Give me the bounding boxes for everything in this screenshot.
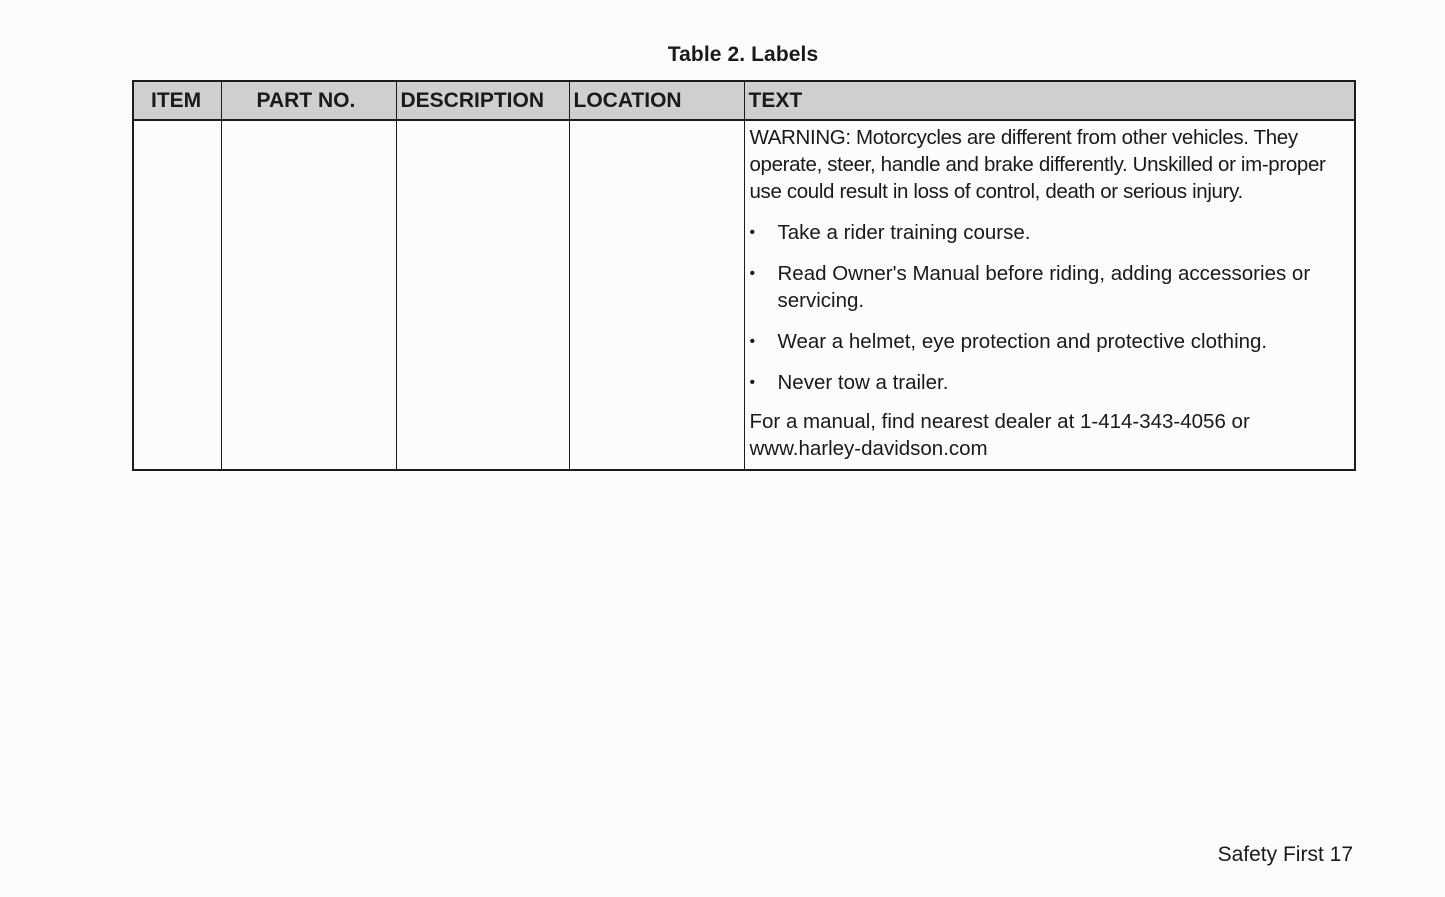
header-description: DESCRIPTION	[396, 81, 569, 120]
cell-text	[744, 120, 1355, 470]
dealer-contact-note: For a manual, find nearest dealer at 1-414-343-4056 or www.harley-davidson.com	[749, 410, 1250, 460]
header-item: ITEM	[133, 81, 221, 120]
bullet-icon: •	[749, 265, 756, 282]
bullet-text: Wear a helmet, eye protection and protective clothing.	[777, 330, 1268, 353]
bullet-text: Never tow a trailer.	[777, 371, 949, 394]
bullet-text: Read Owner's Manual before riding, adding accessories or servicing.	[777, 262, 1311, 312]
table-header-row	[133, 81, 1355, 120]
cell-description	[396, 120, 569, 470]
cell-item	[133, 120, 221, 470]
list-item	[750, 219, 1353, 246]
bullet-text: Take a rider training course.	[777, 221, 1031, 244]
safety-bullet-list	[750, 219, 1353, 396]
cell-part-no	[221, 120, 396, 470]
header-text: TEXT	[744, 81, 1355, 120]
header-location: LOCATION	[569, 81, 744, 120]
page-footer: Safety First 17	[1217, 843, 1353, 866]
labels-table	[132, 80, 1356, 471]
table-title: Table 2. Labels	[667, 43, 819, 66]
bullet-icon: •	[749, 374, 756, 391]
list-item	[750, 260, 1353, 314]
bullet-icon: •	[749, 224, 756, 241]
list-item	[750, 328, 1353, 355]
table-row	[133, 120, 1355, 470]
cell-location	[569, 120, 744, 470]
list-item	[750, 369, 1353, 396]
warning-text: WARNING: Motorcycles are different from other vehicles. They operate, steer, handle and brake differently. Unskilled or im-proper use could result in loss of control, death or serious injury.	[749, 126, 1326, 203]
bullet-icon: •	[749, 333, 756, 350]
header-part-no: PART NO.	[221, 81, 396, 120]
